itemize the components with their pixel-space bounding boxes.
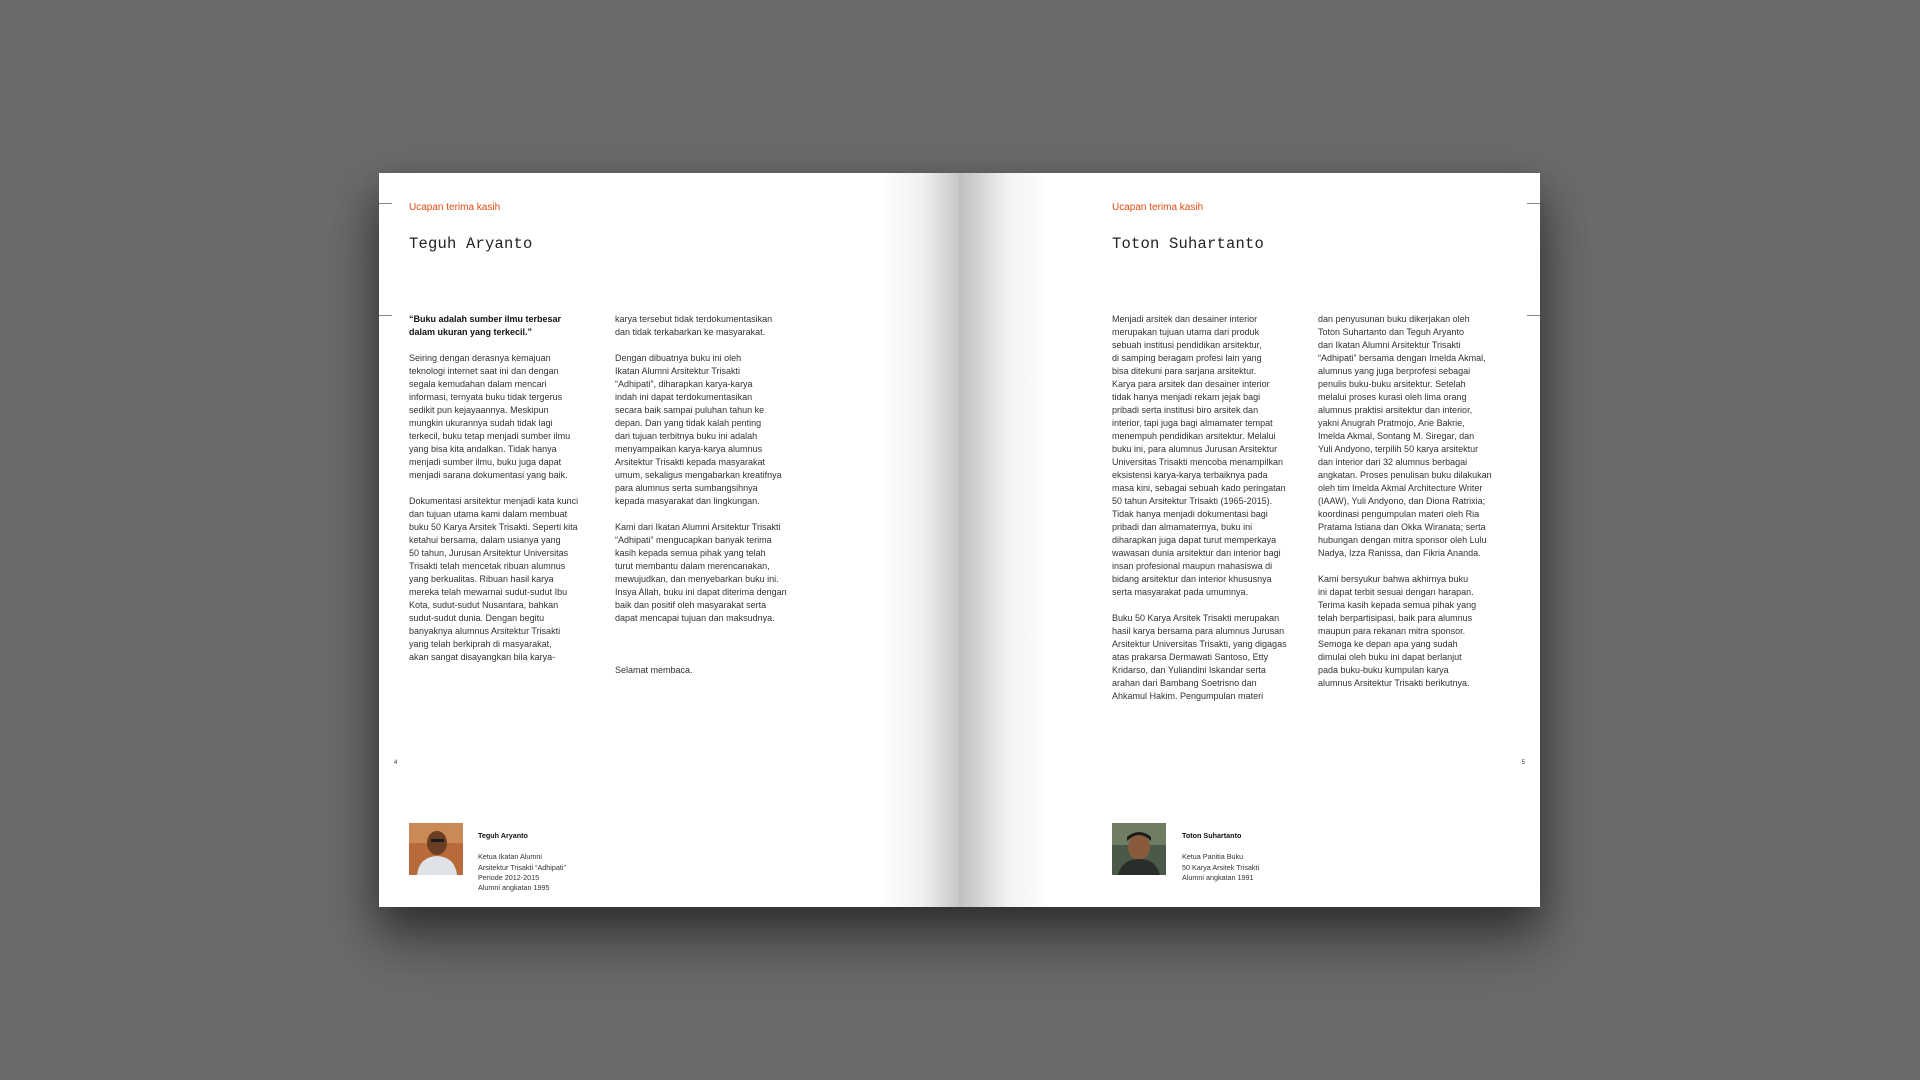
portrait-photo [1112, 823, 1166, 875]
left-page [379, 173, 959, 907]
text-column-1 [409, 313, 599, 677]
portrait-photo [409, 823, 463, 875]
paragraph: karya tersebut tidak terdokumentasikan dan tidak terkabarkan ke masyarakat. [615, 314, 773, 337]
page-title: Teguh Aryanto [409, 235, 533, 253]
paragraph: dan penyusunan buku dikerjakan oleh Toton Suhartanto dan Teguh Aryanto dari Ikatan Alumni Arsitektur Trisakti “Adhipati” bersama dengan Imelda Akmal, alumnus yang juga berprofesi sebagai penulis buku-buku arsitektur. Setelah melalui proses kurasi oleh lima orang alumnus praktisi arsitektur dan interior, yakni Anugrah Pratmojo, Arie Bakrie, Imelda Akmal, Sontang M. Siregar, dan Yuli Andyono, terpilih 50 karya arsitektur dan interior dari 32 alumnus berbagai angkatan. Proses penulisan buku dilakukan oleh tim Imelda Akmal Architecture Writer (IAAW), Yuli Andyono, dan Diona Ratrixia; koordinasi pengumpulan materi oleh Ria Pratama Istiana dan Okka Wiranata; serta hubungan dengan mitra sponsor oleh Lulu Nadya, Izza Ranissa, dan Fikria Ananda. [1318, 314, 1492, 558]
caption-name: Teguh Aryanto [478, 831, 528, 841]
portrait-caption [478, 821, 566, 894]
open-book-spread [379, 173, 1540, 907]
paragraph: Seiring dengan derasnya kemajuan teknologi internet saat ini dan dengan segala kemudahan dalam mencari informasi, ternyata buku tidak tergerus sedikit pun kejayaannya. Meskipun mungkin ukurannya sudah tidak lagi terkecil, buku tetap menjadi sumber ilmu yang bisa kita andalkan. Tidak hanya menjadi sumber ilmu, buku juga dapat menjadi sarana dokumentasi yang baik. [409, 353, 571, 480]
paragraph: Dengan dibuatnya buku ini oleh Ikatan Alumni Arsitektur Trisakti “Adhipati”, diharapkan karya-karya indah ini dapat terdokumentasikan secara baik sampai puluhan tahun ke depan. Dan yang tidak kalah penting dari tujuan terbitnya buku ini adalah menyampaikan karya-karya alumnus Arsitektur Trisakti kepada masyarakat umum, sekaligus mengabarkan kreatifnya para alumnus serta sumbangsihnya kepada masyarakat dan lingkungan. [615, 353, 782, 506]
text-column-2 [1318, 313, 1508, 703]
page-number: 5 [1521, 760, 1525, 766]
margin-tick [1527, 315, 1540, 316]
caption-details: Ketua Panitia Buku 50 Karya Arsitek Trisakti Alumni angkatan 1991 [1182, 852, 1260, 883]
page-number: 4 [394, 760, 398, 766]
text-column-2 [615, 313, 805, 690]
portrait-caption [1182, 821, 1259, 883]
pull-quote: “Buku adalah sumber ilmu terbesar dalam ukuran yang terkecil.” [409, 314, 562, 337]
margin-tick [379, 203, 392, 204]
paragraph: Menjadi arsitek dan desainer interior merupakan tujuan utama dari produk sebuah institusi pendidikan arsitektur, di samping beragam profesi lain yang bisa ditekuni para sarjana arsitektur. Karya para arsitek dan desainer interior tidak hanya menjadi rekam jejak bagi pribadi serta institusi biro arsitek dan interior, tapi juga bagi almamater tempat menempuh pendidikan arsitektur. Melalui buku ini, para alumnus Jurusan Arsitektur Universitas Trisakti mencoba menampilkan eksistensi karya-karya terbaiknya pada masa kini, sebagai sebuah kado peringatan 50 tahun Arsitektur Trisakti (1965-2015). Tidak hanya menjadi dokumentasi bagi pribadi dan almamaternya, buku ini diharapkan juga dapat turut memperkaya wawasan dunia arsitektur dan interior bagi insan profesional maupun mahasiswa di bidang arsitektur dan interior khususnya serta masyarakat pada umumnya. [1112, 314, 1286, 597]
page-title: Toton Suhartanto [1112, 235, 1265, 253]
caption-details: Ketua Ikatan Alumni Arsitektur Trisakti “Adhipati” Periode 2012-2015 Alumni angkatan 1995 [478, 852, 566, 893]
margin-tick [1527, 203, 1540, 204]
paragraph: Kami dari Ikatan Alumni Arsitektur Trisakti “Adhipati” mengucapkan banyak terima kasih kepada semua pihak yang telah turut membantu dalam merencanakan, mewujudkan, dan menyebarkan buku ini. Insya Allah, buku ini dapat diterima dengan baik dan positif oleh masyarakat serta dapat mencapai tujuan dan maksudnya. [615, 522, 787, 623]
section-label: Ucapan terima kasih [1112, 202, 1204, 213]
paragraph: Buku 50 Karya Arsitek Trisakti merupakan hasil karya bersama para alumnus Jurusan Arsitektur Universitas Trisakti, yang digagas atas prakarsa Dermawati Santoso, Etty Kridarso, dan Yuliandini Iskandar serta arahan dari Bambang Soetrisno dan Ahkamul Hakim. Pengumpulan materi [1112, 613, 1287, 701]
section-label: Ucapan terima kasih [409, 202, 501, 213]
paragraph: Kami bersyukur bahwa akhirnya buku ini dapat terbit sesuai dengan harapan. Terima kasih kepada semua pihak yang telah berpartisipasi, baik para alumnus maupun para rekanan mitra sponsor. Semoga ke depan apa yang sudah dimulai oleh buku ini dapat berlanjut pada buku-buku kumpulan karya alumnus Arsitektur Trisakti berikutnya. [1318, 574, 1477, 688]
paragraph: Selamat membaca. [615, 665, 693, 675]
caption-name: Toton Suhartanto [1182, 831, 1242, 841]
paragraph: Dokumentasi arsitektur menjadi kata kunci dan tujuan utama kami dalam membuat buku 50 Karya Arsitek Trisakti. Seperti kita ketahui bersama, dalam usianya yang 50 tahun, Jurusan Arsitektur Universitas Trisakti telah mencetak ribuan alumnus yang berkualitas. Ribuan hasil karya mereka telah mewarnai sudut-sudut Ibu Kota, sudut-sudut Nusantara, bahkan sudut-sudut dunia. Dengan begitu banyaknya alumnus Arsitektur Trisakti yang telah berkiprah di masyarakat, akan sangat disayangkan bila karya- [409, 496, 579, 662]
margin-tick [379, 315, 392, 316]
right-page [959, 173, 1540, 907]
text-column-1 [1112, 313, 1302, 716]
